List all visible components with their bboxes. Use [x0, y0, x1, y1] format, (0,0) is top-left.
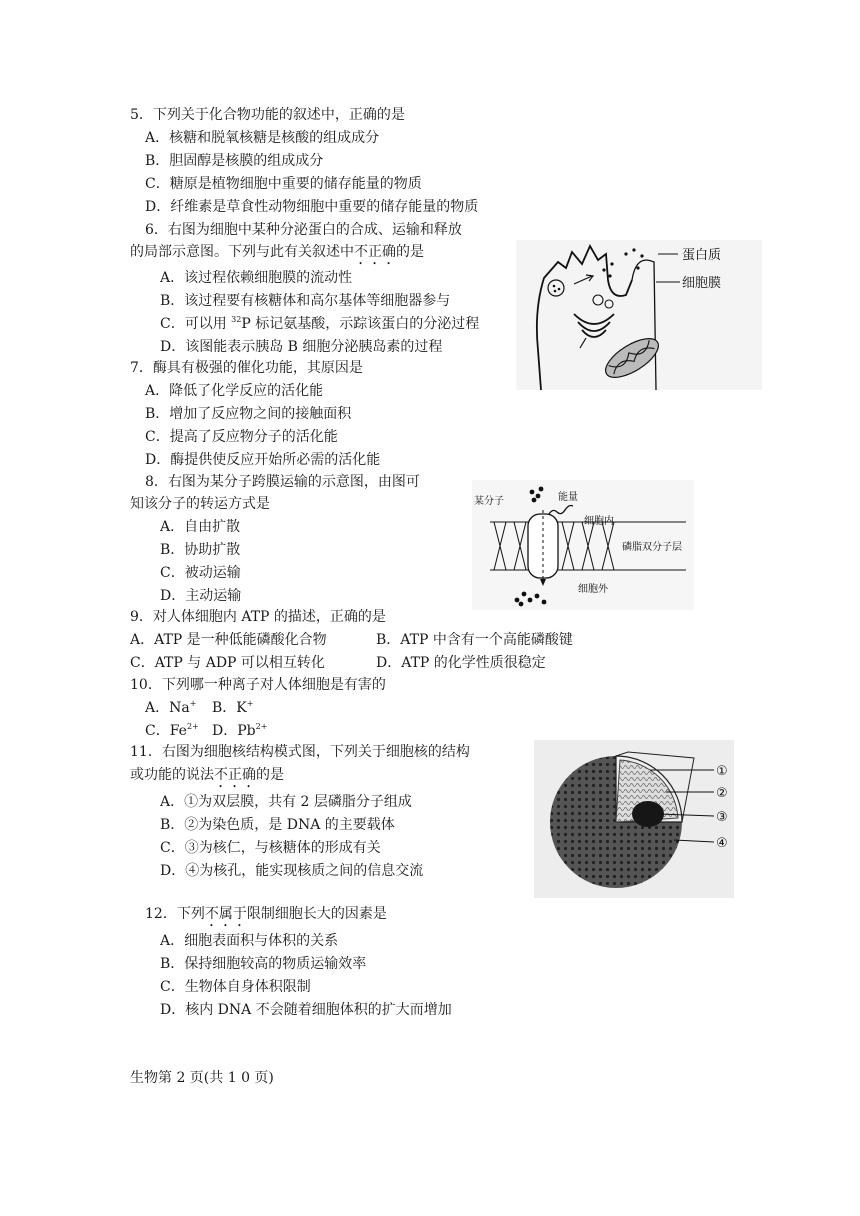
label-2: ②: [716, 786, 728, 801]
question-6-stem-line1: 6．右图为细胞中某种分泌蛋白的合成、运输和释放: [145, 222, 462, 238]
q11-option-d: D．④为核孔，能实现核质之间的信息交流: [160, 863, 424, 879]
question-11-stem-line1: 11．右图为细胞核结构模式图，下列关于细胞核的结构: [130, 744, 470, 760]
q10-option-c-text: C．Fe: [145, 723, 187, 739]
question-11-stem-line2: [130, 765, 284, 791]
q9-option-d: D．ATP 的化学性质很稳定: [376, 655, 546, 671]
q10-option-b: [212, 698, 253, 718]
q10-option-a: [145, 698, 196, 718]
q5-option-b: B．胆固醇是核膜的组成成分: [145, 153, 324, 169]
protein-label: 蛋白质: [682, 248, 722, 263]
q8-option-c: C．被动运输: [160, 565, 241, 581]
q8-option-a: A．自由扩散: [160, 519, 241, 535]
q6-emphasis-not-correct: 不正确: [354, 244, 396, 260]
q6-option-b: B．该过程要有核糖体和高尔基体等细胞器参与: [160, 293, 451, 309]
q6-isotope-sup: 32: [231, 315, 242, 324]
q6-stem-tail: 的是: [396, 244, 424, 260]
q11-option-b: B．②为染色质，是 DNA 的主要载体: [160, 817, 395, 833]
question-10-stem: 10．下列哪一种离子对人体细胞是有害的: [130, 677, 386, 693]
q6-option-c: [160, 314, 479, 334]
q6-option-c-prefix: C．可以用: [160, 316, 232, 332]
q6-option-a: A．该过程依赖细胞膜的流动性: [160, 270, 353, 286]
question-8-stem-line2: 知该分子的转运方式是: [130, 496, 270, 512]
q12-option-b: B．保持细胞较高的物质运输效率: [160, 956, 367, 972]
question-12-stem: [145, 904, 387, 930]
cell-outside-label: 细胞外: [578, 584, 608, 595]
q10-option-b-text: B．K: [212, 700, 247, 716]
q10-option-b-charge: +: [246, 699, 254, 708]
q9-option-c: C．ATP 与 ADP 可以相互转化: [130, 655, 325, 671]
q10-option-c: [145, 721, 199, 741]
q11-stem-tail: 的是: [256, 767, 284, 783]
bilayer-label: 磷脂双分子层: [622, 542, 682, 553]
membrane-label: 细胞膜: [682, 276, 722, 291]
q6-option-d: D．该图能表示胰岛 B 细胞分泌胰岛素的过程: [160, 339, 443, 355]
q5-option-d: D．纤维素是草食性动物细胞中重要的储存能量的物质: [145, 199, 479, 215]
q12-option-a: A．细胞表面积与体积的关系: [160, 933, 339, 949]
q10-option-d: [212, 721, 267, 741]
question-5-stem: 5．下列关于化合物功能的叙述中，正确的是: [130, 107, 405, 123]
question-6-stem-line2: [130, 242, 424, 268]
q6-stem-text: 的局部示意图。下列与此有关叙述中: [130, 244, 354, 260]
q12-option-c: C．生物体自身体积限制: [160, 979, 311, 995]
q12-stem-tail: 限制细胞长大的因素是: [246, 906, 387, 922]
label-1: ①: [716, 764, 728, 779]
secretion-figure: [516, 240, 762, 390]
page-footer: 生物第 2 页(共 1 0 页): [130, 1070, 274, 1086]
label-3: ③: [716, 810, 728, 825]
question-9-stem: 9．对人体细胞内 ATP 的描述，正确的是: [130, 609, 386, 625]
nucleus-figure: [534, 740, 734, 898]
q11-stem-text: 或功能的说法: [130, 767, 214, 783]
q9-option-b: B．ATP 中含有一个高能磷酸键: [376, 632, 573, 648]
q8-option-d: D．主动运输: [160, 588, 242, 604]
q12-emphasis-not-belong: 不属于: [204, 906, 247, 922]
molecule-label: 某分子: [474, 496, 504, 507]
q9-option-a: A．ATP 是一种低能磷酸化合物: [130, 632, 327, 648]
cell-inside-label: 细胞内: [584, 516, 614, 527]
q6-option-c-rest: P 标记氨基酸，示踪该蛋白的分泌过程: [241, 316, 480, 332]
q7-option-d: D．酶提供使反应开始所必需的活化能: [145, 452, 381, 468]
question-7-stem: 7．酶具有极强的催化功能，其原因是: [130, 360, 363, 376]
q8-option-b: B．协助扩散: [160, 542, 241, 558]
q12-stem-head: 12．下列: [145, 906, 205, 922]
q11-option-c: C．③为核仁，与核糖体的形成有关: [160, 840, 381, 856]
q11-emphasis-not-correct: 不正确: [214, 767, 256, 783]
transport-figure: [472, 480, 694, 610]
q10-option-d-text: D．Pb: [212, 723, 256, 739]
question-8-stem-line1: 8．右图为某分子跨膜运输的示意图，由图可: [145, 474, 420, 490]
q10-option-a-charge: +: [189, 699, 197, 708]
q7-option-b: B．增加了反应物之间的接触面积: [145, 406, 352, 422]
q11-option-a: A．①为双层膜，共有 2 层磷脂分子组成: [160, 794, 412, 810]
energy-label: 能量: [558, 492, 578, 503]
q10-option-a-text: A．Na: [145, 700, 190, 716]
q7-option-c: C．提高了反应物分子的活化能: [145, 429, 338, 445]
q10-option-c-charge: 2+: [186, 722, 199, 731]
q5-option-c: C．糖原是植物细胞中重要的储存能量的物质: [145, 176, 422, 192]
label-4: ④: [716, 836, 728, 851]
q10-option-d-charge: 2+: [255, 722, 268, 731]
q7-option-a: A．降低了化学反应的活化能: [145, 383, 324, 399]
q5-option-a: A．核糖和脱氧核糖是核酸的组成成分: [145, 130, 380, 146]
q12-option-d: D．核内 DNA 不会随着细胞体积的扩大而增加: [160, 1002, 452, 1018]
